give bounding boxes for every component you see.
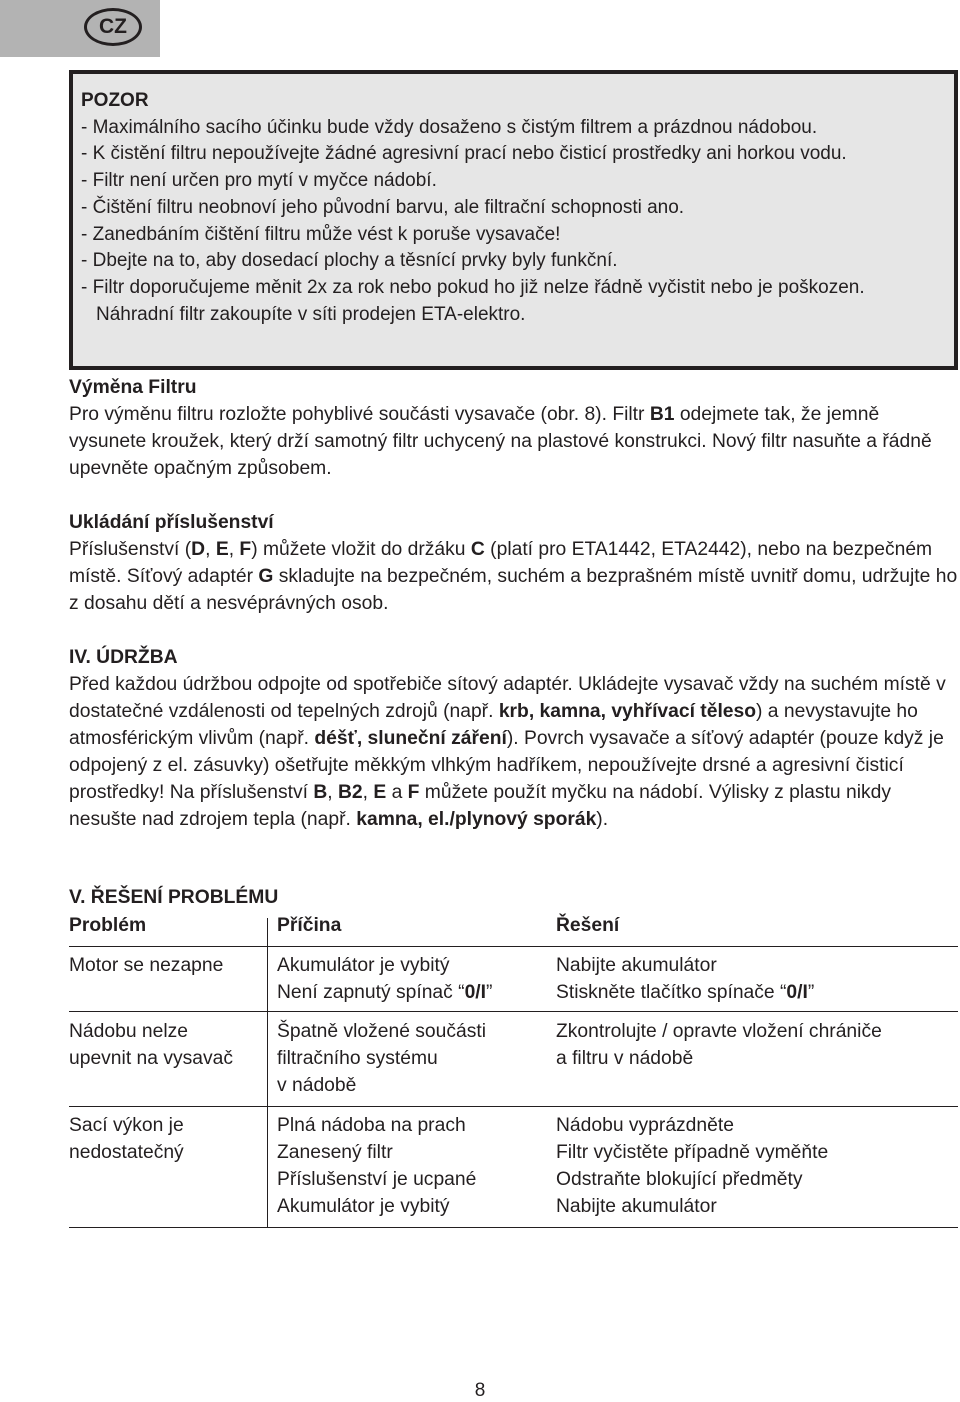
- page-number: 8: [474, 1380, 486, 1401]
- warning-item: - Filtr není určen pro mytí v myčce nádobí.: [81, 170, 437, 192]
- language-badge: CZ: [84, 8, 142, 46]
- column-header-cause: Příčina: [277, 915, 342, 936]
- warning-item: - Filtr doporučujeme měnit 2x za rok nebo pokud ho již nelze řádně vyčistit nebo je poškozen. Náhradní filtr zakoupíte v síti prodejen ETA-elektro.: [81, 276, 865, 325]
- section-paragraph: Před každou údržbou odpojte od spotřebiče sítový adaptér. Ukládejte vysavač vždy na suchém místě v dostatečné vzdálenosti od tepelných zdrojů (např. krb, kamna, vyhřívací těleso) a nevystavujte ho atmosférickým vlivům (např. déšť, sluneční záření). Povrch vysavače a síťový adaptér (pouze když je odpojený z el. zásuvky) ošetřujte měkkým vlhkým hadříkem, nepoužívejte drsné a agresivní čisticí prostředky! Na příslušenství B, B2, E a F můžete použít myčku na nádobí. Výlisky z plastu nikdy nesušte nad zdrojem tepla (např. kamna, el./plynový sporák).: [69, 674, 946, 830]
- section-paragraph: Pro výměnu filtru rozložte pohyblivé součásti vysavače (obr. 8). Filtr B1 odejmete tak, že jemně vysunete kroužek, který drží samotný filtr uchycený na plastové konstrukci. Nový filtr nasuňte a řádně upevněte opačným způsobem.: [69, 404, 932, 479]
- table-divider: [69, 1011, 958, 1012]
- language-tab: [0, 0, 160, 57]
- warning-title: POZOR: [81, 90, 149, 111]
- section-paragraph: Příslušenství (D, E, F) můžete vložit do držáku C (platí pro ETA1442, ETA2442), nebo na bezpečném místě. Síťový adaptér G skladujte na bezpečném, suchém a bezprašném místě uvnitř domu, udržujte ho z dosahu dětí a nesvéprávných osob.: [69, 539, 958, 614]
- filter-change-section: [69, 374, 960, 482]
- table-divider: [69, 946, 958, 947]
- accessories-section: [69, 509, 960, 617]
- section-heading: V. ŘEŠENÍ PROBLÉMU: [69, 887, 279, 908]
- table-row-1-cause: Akumulátor je vybitý Není zapnutý spínač “0/I”: [277, 955, 493, 1003]
- table-row-1-problem: Motor se nezapne: [69, 955, 224, 976]
- warning-item: - Maximálního sacího účinku bude vždy dosaženo s čistým filtrem a prázdnou nádobou.: [81, 116, 818, 138]
- column-header-solution: Řešení: [556, 915, 620, 936]
- warning-item: - Čištění filtru neobnoví jeho původní barvu, ale filtrační schopnosti ano.: [81, 196, 685, 218]
- section-heading: IV. ÚDRŽBA: [69, 647, 178, 668]
- warning-item: - Dbejte na to, aby dosedací plochy a těsnící prvky byly funkční.: [81, 250, 618, 272]
- table-column-divider: [267, 918, 268, 1228]
- table-row-3-solution: Nádobu vyprázdněte Filtr vyčistěte případně vyměňte Odstraňte blokující předměty Nabijte akumulátor: [556, 1115, 829, 1217]
- warning-item: - K čistění filtru nepoužívejte žádné agresivní prací nebo čisticí prostředky ani horkou vodu.: [81, 143, 847, 165]
- table-row-3-cause: Plná nádoba na prach Zanesený filtr Příslušenství je ucpané Akumulátor je vybitý: [277, 1115, 477, 1217]
- table-divider: [69, 1227, 958, 1228]
- maintenance-section: [69, 644, 960, 833]
- table-divider: [69, 1106, 958, 1107]
- section-heading: Výměna Filtru: [69, 377, 197, 398]
- table-row-2-problem: Nádobu nelze upevnit na vysavač: [69, 1021, 233, 1069]
- table-row-3-problem: Sací výkon je nedostatečný: [69, 1115, 184, 1163]
- warning-box: [69, 70, 958, 370]
- table-row-2-solution: Zkontrolujte / opravte vložení chrániče a filtru v nádobě: [556, 1021, 882, 1069]
- column-header-problem: Problém: [69, 915, 147, 936]
- warning-item: - Zanedbáním čištění filtru může vést k poruše vysavače!: [81, 223, 561, 245]
- section-heading: Ukládání příslušenství: [69, 512, 274, 533]
- table-row-2-cause: Špatně vložené součásti filtračního systému v nádobě: [277, 1021, 487, 1096]
- troubleshooting-table: [69, 884, 960, 1217]
- table-row-1-solution: Nabijte akumulátor Stiskněte tlačítko spínače “0/I”: [556, 955, 815, 1003]
